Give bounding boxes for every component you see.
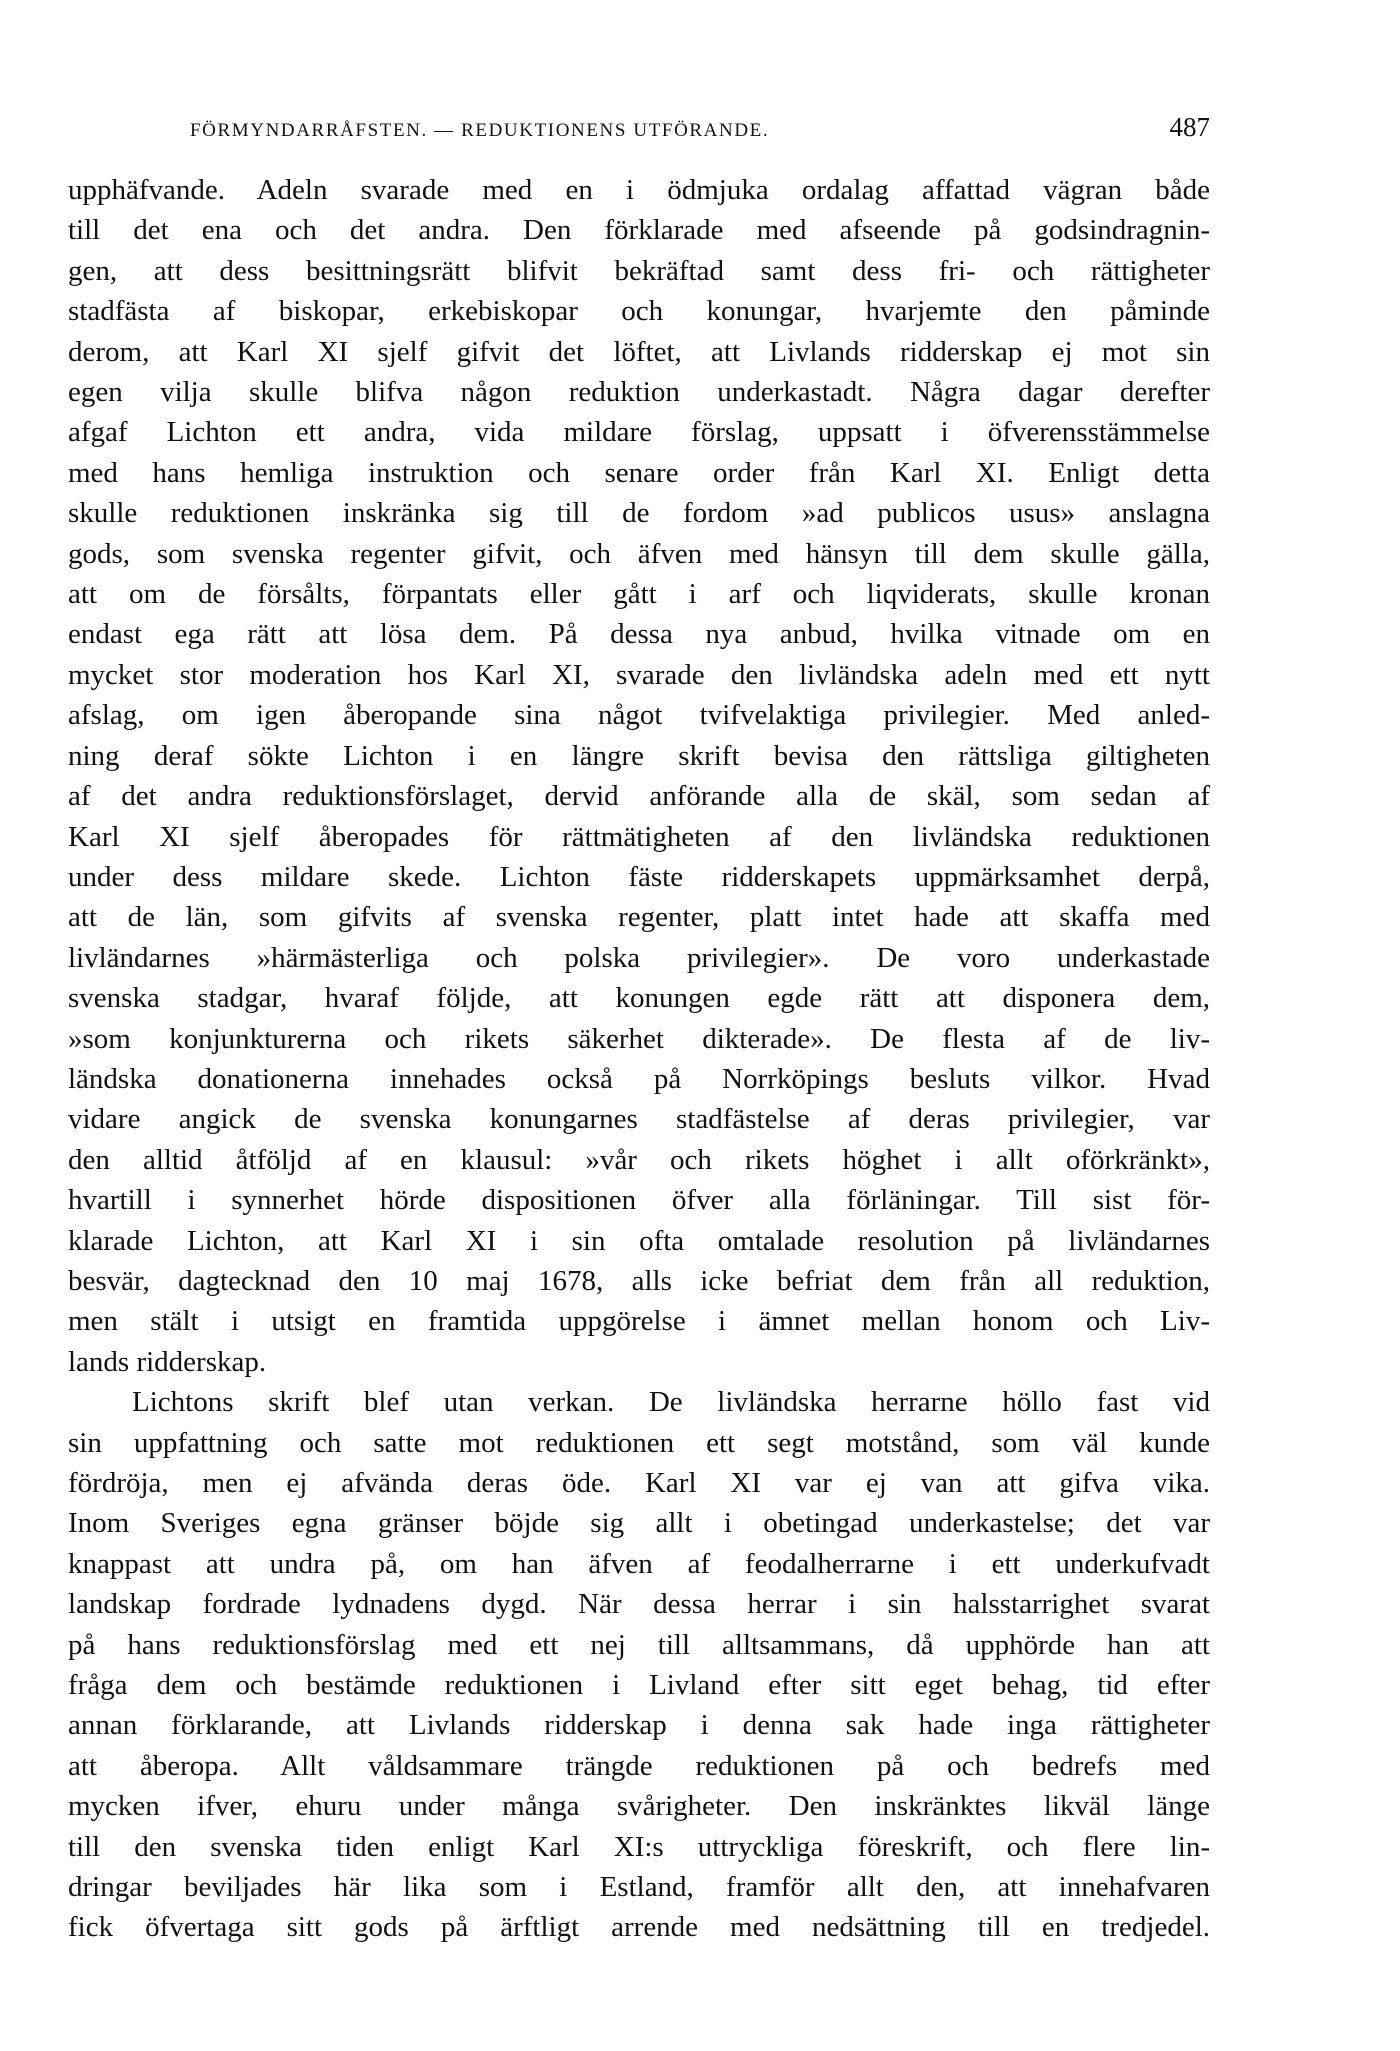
text-line: ländska donationerna innehades också på Norrköpings besluts vilkor. Hvad <box>68 1062 1210 1095</box>
paragraph-2 <box>68 1382 1210 1948</box>
text-line: afslag, om igen åberopande sina något tvifvelaktiga privilegier. Med anled- <box>68 699 1210 732</box>
text-line: stadfästa af biskopar, erkebiskopar och konungar, hvarjemte den påminde <box>68 295 1210 328</box>
text-line: fördröja, men ej afvända deras öde. Karl XI var ej van att gifva vika. <box>68 1467 1210 1499</box>
text-line: upphäfvande. Adeln svarade med en i ödmjuka ordalag affattad vägran både <box>68 174 1210 206</box>
text-line: att de län, som gifvits af svenska regenter, platt intet hade att skaffa med <box>68 901 1210 934</box>
text-line: fick öfvertaga sitt gods på ärftligt arrende med nedsättning till en tredjedel. <box>68 1911 1210 1944</box>
text-line: vidare angick de svenska konungarnes stadfästelse af deras privilegier, var <box>68 1103 1210 1136</box>
text-line: fråga dem och bestämde reduktionen i Livland efter sitt eget behag, tid efter <box>68 1669 1210 1702</box>
text-line: landskap fordrade lydnadens dygd. När dessa herrar i sin halsstarrighet svarat <box>68 1588 1210 1621</box>
text-line: Karl XI sjelf åberopades för rättmätigheten af den livländska reduktionen <box>68 820 1210 853</box>
text-line: dringar beviljades här lika som i Estland, framför allt den, att innehafvaren <box>68 1871 1210 1904</box>
text-line: egen vilja skulle blifva någon reduktion underkastadt. Några dagar derefter <box>68 376 1210 409</box>
text-line: gods, som svenska regenter gifvit, och äfven med hänsyn till dem skulle gälla, <box>68 537 1210 570</box>
text-line: den alltid åtföljd af en klausul: »vår och rikets höghet i allt oförkränkt», <box>68 1143 1210 1176</box>
text-line: att åberopa. Allt våldsammare trängde reduktionen på och bedrefs med <box>68 1749 1210 1782</box>
paragraph-1 <box>68 170 1210 1382</box>
running-header <box>68 112 1210 152</box>
text-line: till det ena och det andra. Den förklarade med afseende på godsindragnin- <box>68 214 1210 247</box>
text-line: annan förklarande, att Livlands ridderskap i denna sak hade inga rättigheter <box>68 1709 1210 1742</box>
text-line: besvär, dagtecknad den 10 maj 1678, alls icke befriat dem från all reduktion, <box>68 1264 1210 1297</box>
text-line: mycket stor moderation hos Karl XI, svarade den livländska adeln med ett nytt <box>68 658 1210 691</box>
text-line: svenska stadgar, hvaraf följde, att konungen egde rätt att disponera dem, <box>68 982 1210 1015</box>
text-line: till den svenska tiden enligt Karl XI:s uttryckliga föreskrift, och flere lin- <box>68 1830 1210 1863</box>
text-line: Lichtons skrift blef utan verkan. De livländska herrarne höllo fast vid <box>132 1386 1210 1419</box>
text-line: under dess mildare skede. Lichton fäste ridderskapets uppmärksamhet derpå, <box>68 860 1210 893</box>
text-line: på hans reduktionsförslag med ett nej till alltsammans, då upphörde han att <box>68 1628 1210 1661</box>
text-line: hvartill i synnerhet hörde dispositionen öfver alla förläningar. Till sist för- <box>68 1184 1210 1217</box>
text-line: derom, att Karl XI sjelf gifvit det löftet, att Livlands ridderskap ej mot sin <box>68 335 1210 368</box>
running-title: FÖRMYNDARRÅFSTEN. — REDUKTIONENS UTFÖRANDE. <box>190 120 770 141</box>
text-line: skulle reduktionen inskränka sig till de fordom »ad publicos usus» anslagna <box>68 497 1210 530</box>
text-line: endast ega rätt att lösa dem. På dessa nya anbud, hvilka vitnade om en <box>68 618 1210 651</box>
text-line: gen, att dess besittningsrätt blifvit bekräftad samt dess fri- och rättigheter <box>68 254 1210 287</box>
text-line: ning deraf sökte Lichton i en längre skrift bevisa den rättsliga giltigheten <box>68 739 1210 772</box>
text-line: knappast att undra på, om han äfven af feodalherrarne i ett underkufvadt <box>68 1547 1210 1580</box>
text-line: mycken ifver, ehuru under många svårigheter. Den inskränktes likväl länge <box>68 1790 1210 1823</box>
page-number: 487 <box>1169 112 1210 142</box>
text-line: afgaf Lichton ett andra, vida mildare förslag, uppsatt i öfverensstämmelse <box>68 416 1210 449</box>
text-line: lands ridderskap. <box>68 1345 267 1378</box>
text-line: sin uppfattning och satte mot reduktionen ett segt motstånd, som väl kunde <box>68 1426 1210 1459</box>
text-line: »som konjunkturerna och rikets säkerhet dikterade». De flesta af de liv- <box>68 1022 1210 1055</box>
text-line: livländarnes »härmästerliga och polska privilegier». De voro underkastade <box>68 941 1210 974</box>
text-line: klarade Lichton, att Karl XI i sin ofta omtalade resolution på livländarnes <box>68 1224 1210 1257</box>
book-page <box>68 112 1210 1948</box>
text-line: Inom Sveriges egna gränser böjde sig allt i obetingad underkastelse; det var <box>68 1507 1210 1540</box>
text-line: men stält i utsigt en framtida uppgörelse i ämnet mellan honom och Liv- <box>68 1305 1210 1338</box>
text-line: af det andra reduktionsförslaget, dervid anförande alla de skäl, som sedan af <box>68 780 1210 813</box>
text-line: att om de försålts, förpantats eller gått i arf och liqviderats, skulle kronan <box>68 578 1210 611</box>
text-line: med hans hemliga instruktion och senare order från Karl XI. Enligt detta <box>68 456 1210 489</box>
